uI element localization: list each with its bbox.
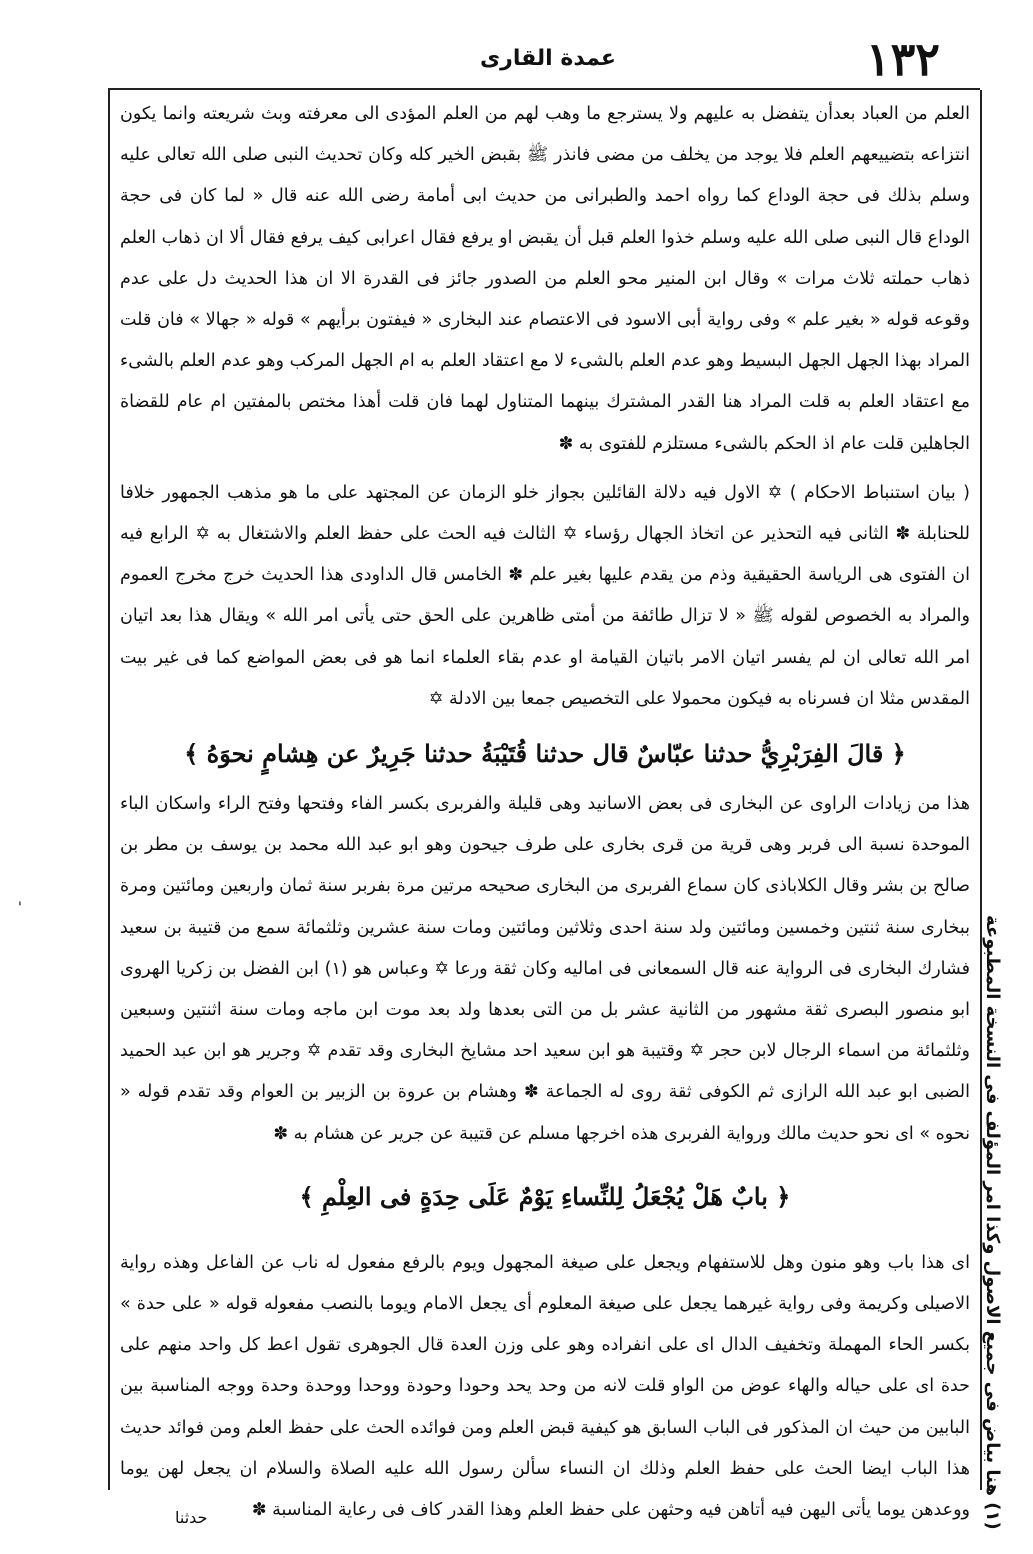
catchword: حدثنا (175, 1508, 208, 1527)
commentary-paragraph-3: هذا من زيادات الراوى عن البخارى فى بعض الاسانيد وهى قليلة والفربرى بكسر الفاء وفتحها وفتح الراء واسكان الباء الموحدة نسبة الى فربر وهى قرية من قرى بخارى على طرف جيحون وهو ابو عبد الله محمد بن يوسف بن مطر بن صالح بن بشر وقال الكلاباذى كان سماع الفربرى من البخارى صحيحه مرتين مرة بفربر سنة ثمان واربعين ومائتين ومرة ببخارى سنة ثنتين وخمسين ومائتين ولد سنة احدى وثلاثين ومائتين ومات سنة عشرين وثلثمائة سمع من قتيبة بن سعيد فشارك البخارى فى الرواية عنه قال السمعانى فى اماليه وكان ثقة ورعا ✡ وعباس هو (١) ابن الفضل بن زكريا الهروى ابو منصور البصرى ثقة مشهور من الثانية عشر بل من التى بعدها ولد بعد موت ابن ماجه ومات سنة اثنتين وسبعين وثلثمائة من اسماء الرجال لابن حجر ✡ وقتيبة هو ابن سعيد احد مشايخ البخارى وقد تقدم ✡ وجرير هو ابن عبد الحميد الضبى ابو عبد الله الرازى ثم الكوفى ثقة روى له الجماعة ✽ وهشام بن عروة بن الزبير بن العوام وقد تقدم قوله « نحوه » اى نحو حديث مالك ورواية الفربرى هذه اخرجها مسلم عن قتيبة عن جرير عن هشام به ✽ (120, 794, 970, 1144)
hadith-chain-heading: ﴿ قالَ الفِرَبْرِيُّ حدثنا عبّاسٌ قال حدثنا قُتَيْبَةُ حدثنا جَرِيرٌ عن هِشامٍ نحوَهُ ﴾ (184, 739, 906, 769)
margin-footnote (978, 915, 1028, 1530)
commentary-paragraph-2: ( بيان استنباط الاحكام ) ✡ الاول فيه دلالة القائلين بجواز خلو الزمان عن المجتهد على ما هو مذهب الجمهور خلافا للحنابلة ✽ الثانى فيه التحذير عن اتخاذ الجهال رؤساء ✡ الثالث فيه الحث على حفظ العلم والاشتغال به ✡ الرابع فيه ان الفتوى هى الرياسة الحقيقية وذم من يقدم عليها بغير علم ✽ الخامس قال الداودى هذا الحديث خرج مخرج العموم والمراد به الخصوص لقوله ﷺ « لا تزال طائفة من أمتى ظاهرين على الحق حتى يأتى امر الله » ويقال هذا بعد اتيان امر الله تعالى ان لم يفسر اتيان الامر باتيان القيامة او عدم بقاء العلماء انما هو فى بعض المواضع كما فى غير بيت المقدس مثلا ان فسرناه به فيكون محمولا على التخصيص جمعا بين الادلة ✡ (120, 482, 970, 709)
page-number: ١٣٢ (865, 32, 940, 86)
footnote-text: (١) هنا بياض فى جميع الاصول وكذا امر المؤلف فى النسخة المطبوعة (982, 915, 1003, 1530)
commentary-paragraph-1: العلم من العباد بعدأن يتفضل به عليهم ولا يسترجع ما وهب لهم من العلم المؤدى الى معرفته وبث شريعته وانما يكون انتزاعه بتضييعهم العلم فلا يوجد من يخلف من مضى فانذر ﷺ بقبض الخير كله وكان تحديث النبى صلى الله تعالى عليه وسلم بذلك فى حجة الوداع كما رواه احمد والطبرانى من حديث ابى أمامة رضى الله عنه قال « لما كان فى حجة الوداع قال النبى صلى الله عليه وسلم خذوا العلم قبل أن يقبض او يرفع فقال اعرابى كيف يرفع فقال ألا ان ذهاب العلم ذهاب حملته ثلاث مرات » وقال ابن المنير محو العلم من الصدور جائز فى القدرة الا ان هذا الحديث دل على عدم وقوعه قوله « بغير علم » وفى رواية أبى الاسود فى الاعتصام عند البخارى « فيفتون برأيهم » قوله « جهالا » فان قلت المراد بهذا الجهل الجهل البسيط وهو عدم العلم بالشىء لا مع اعتقاد العلم به ام الجهل المركب وهو عدم العلم بالشىء مع اعتقاد العلم به قلت المراد هنا القدر المشترك بينهما المتناول لهما فان قلت أهذا مختص بالمفتين ام عام للقضاة الجاهلين قلت عام اذ الحكم بالشىء مستلزم للفتوى به ✽ (120, 104, 970, 454)
commentary-paragraph-4: اى هذا باب وهو منون وهل للاستفهام ويجعل على صيغة المجهول ويوم بالرفع مفعول له ناب عن الفاعل وهذه رواية الاصيلى وكريمة وفى رواية غيرهما يجعل على صيغة المعلوم أى يجعل الامام ويوما بالنصب مفعوله قوله « على حدة » بكسر الحاء المهملة وتخفيف الدال اى على انفراده وهو على وزن العدة قال الجوهرى تقول اعط كل واحد منهم على حدة اى على حياله والهاء عوض من الواو قلت لانه من وحد يحد وحودا وحودة ووحدا ووحدة وحدة ووجه المناسبة بين البابين من حيث ان المذكور فى الباب السابق هو كيفية قبض العلم ومن فوائده الحث على حفظ العلم ومن فوائد حديث هذا الباب ايضا الحث على حفظ العلم وذلك ان النساء سألن رسول الله عليه الصلاة والسلام ان يجعل لهن يوما ووعدهن يوما يأتى اليهن فيه أتاهن فيه وحثهن على حفظ العلم وهذا القدر كاف فى رعاية المناسبة ✽ (120, 1252, 970, 1521)
page-header (100, 32, 980, 87)
main-text (120, 94, 970, 1531)
running-title: عمدة القارى (480, 46, 616, 71)
margin-mark: ' (18, 900, 22, 916)
chapter-heading: ﴿ بابٌ هَلْ يُجْعَلُ لِلنِّساءِ يَوْمٌ عَلَى حِدَةٍ فى العِلْمِ ﴾ (299, 1181, 791, 1211)
